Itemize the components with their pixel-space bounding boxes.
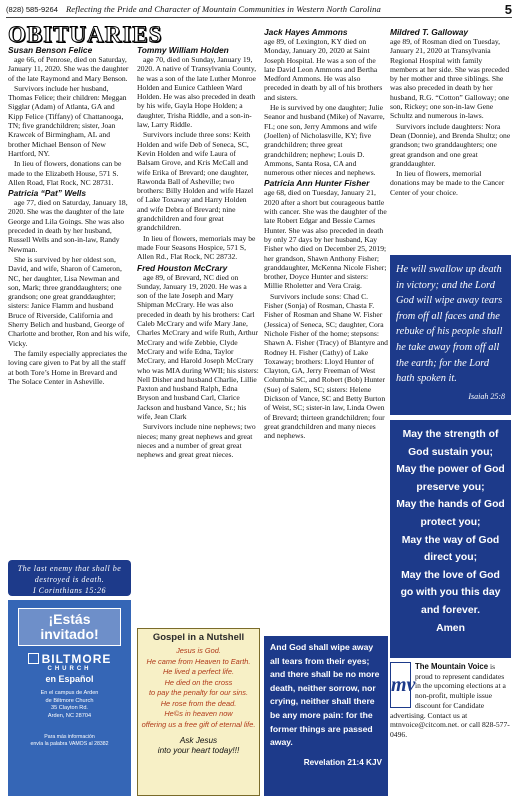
verse-text: The last enemy that shall be destroyed is death. — [17, 564, 122, 584]
nutshell-title: Gospel in a Nutshell — [152, 632, 245, 643]
section-title: OBITUARIES — [8, 22, 163, 47]
nutshell-line: to pay the penalty for our sins. — [148, 688, 248, 697]
obituary-paragraph: Survivors include daughters: Nora Dean (Donnie), and Brenda Shultz; one grandson; two granddaughters; one great grandson and one great granddaughter. — [390, 121, 511, 168]
revelation-text: And God shall wipe away all tears from their eyes; and there shall be no more death, neither sorrow, nor crying, neither shall there be any more pain: for the former things are passed away. — [270, 642, 380, 748]
nutshell-line: Jesus is God. — [176, 646, 221, 655]
biltmore-church-ad[interactable] — [8, 600, 131, 796]
obituary-paragraph: Survivors include nine nephews; two nieces; many great nephews and great nieces and a number of great great nephews and great great nieces. — [137, 422, 256, 460]
obituary-paragraph: Survivors include sons: Chad C. Fisher (Sonja) of Rosman, Chasta F. Fisher of Rosman and Shane W. Fisher (Jessica) of Seneca, SC; daughter, Cora Nichole Fisher of the home; stepsons: Shawn A. Fisher (Tracy) of Blantyre and Rodney H. Fisher (Cathy) of Lake Toxaway; brothers: Lloyd Hunter of Clayton, GA, Jerry Freeman of West Columbia SC, and Robert (Bob) Hunter (Sue) of Salem, SC; sisters: Helene Dickson of Vance, SC and Betty Burton of Weist, SC; sister-in law, Linda Owen of Brevard; thirteen grandchildren; four great grandchildren and many nieces and nephews. — [264, 291, 388, 441]
obituary-name: Susan Benson Felice — [8, 45, 93, 55]
nutshell-line: He©s in heaven now — [164, 709, 233, 718]
revelation-verse-box — [264, 636, 388, 796]
obituary-paragraph: Survivors include her husband, Thomas Felice; their children: Meggan Sigglar (Adam) of Atlanta, GA and Kipp Felice (Tiffany) of Chattanooga, TN; five grandchildren; sister, Joan Krawcek of Birmingham, AL and brother Michael Benson of New Hartford, NY. — [8, 83, 127, 158]
page-number: 5 — [504, 1, 512, 17]
mountain-voice-title: The Mountain Voice — [415, 662, 489, 671]
obituary-name: Patricia Ann Hunter Fisher — [264, 178, 370, 189]
obituary-column-3 — [264, 26, 388, 634]
header-tagline: Reflecting the Pride and Character of Mountain Communities in Western North Carolina — [65, 4, 381, 14]
obituary-paragraph: Survivors include three sons: Keith Holden and wife Deb of Seneca, SC, Kevin Holden and wife Laura of Balsam Grove, and Kris McCall and wife Erika of Brevard; one daughter, Rawonda Ball of Asheville; two brothers: Billy Holden and wife Hazel of Lake Toxaway and Harry Holden and wife Debra of Brevard; nine grandchildren and four great grandchildren. — [137, 130, 254, 233]
obituary-name: Fred Houston McCrary — [137, 262, 228, 273]
ad-footer-2: envía la palabra VAMOS al 28382 — [30, 741, 109, 748]
isaiah-text: He will swallow up death in victory; and the Lord God will wipe away tears from off all faces and the rebuke of his people shall he take away from off all the earth; for the Lord hath spoken it. — [396, 264, 503, 385]
obituary-paragraph: age 66, of Penrose, died on Saturday, January 11, 2020. She was the daughter of the late Raymond and Mary Benson. — [8, 55, 129, 83]
mountain-voice-notice — [390, 662, 511, 796]
blessing-line: May the hands of God protect you; — [396, 499, 505, 528]
obituary-paragraph: In lieu of flowers, memorials may be made Four Seasons Hospice, 571 S, Allen Rd., Flat Rock, NC 28732. — [137, 233, 256, 262]
nutshell-line: He came from Heaven to Earth. — [146, 656, 251, 666]
obituary-name: Patricia “Pat” Wells — [8, 188, 87, 199]
ad-footer-1: Para más información — [44, 734, 95, 741]
blessing-line: May the love of God go with you this day and forever. — [400, 569, 501, 616]
nutshell-line: offering us a free gift of eternal life. — [141, 719, 256, 729]
nutshell-line: He died on the cross — [164, 677, 233, 687]
corinthians-verse-box — [8, 560, 131, 596]
obituary-paragraph: The family especially appreciates the loving care given to Pat by all the staff at both Tore’s Home in Brevard and The Solace Center in Asheville. — [8, 348, 128, 386]
ad-spanish-label: en Español — [45, 674, 94, 684]
blessing-box — [390, 420, 511, 658]
obituary-name: Jack Hayes Ammons — [264, 27, 348, 37]
obituary-name: Mildred T. Galloway — [390, 27, 469, 37]
nutshell-line: He rose from the dead. — [160, 698, 237, 708]
nutshell-closing-2: into your heart today!!! — [157, 746, 240, 755]
header-phone: (828) 585-9264 — [6, 4, 58, 14]
page-header — [6, 2, 512, 16]
ad-line-2: de Biltmore Church — [45, 697, 94, 704]
mountain-voice-logo-icon: mv — [390, 662, 411, 708]
obituary-paragraph: age 77, died on Saturday, January 18, 2020. She was the daughter of the late George and Lila Goings. She was also preceded in death by her husband, Russell Wells and son-in-law, Randy Newman. — [8, 198, 128, 254]
obituary-column-2 — [137, 44, 259, 624]
obituary-paragraph: age 89, of Brevard, NC died on Sunday, January 19, 2020. He was a son of the late Joseph and Mary Shipman McCrary. He was also preceded in death by his brothers: Carl Caleb McCrary and wife Mary Jane, Charles McCrary and wife Ruth, Arthur McCrary and wife Zebbie, Clyde McCrary and wife Edna, Taylor McCrary, and Harold Joseph McCrary who was MIA during WWII; his sisters: Nell Disher and husband Charlie, Lillie Paxton and husband Ralph, Edna Bryson and husband Carl, Clarice Jackson and husband Vance, Sr.; his wife, Jean Clark — [137, 272, 259, 421]
obituary-paragraph: age 70, died on Sunday, January 19, 2020. A native of Transylvania County, he was a son of the late Luther Monroe Holden and Eunice Cathleen Ward Holden. He was also preceded in death by his wife, Gayla Hope Holden; a daughter, Trisha Riddle, and a son-in-law, Larry Riddle. — [137, 55, 257, 130]
isaiah-reference: Isaiah 25:8 — [468, 391, 505, 401]
isaiah-verse-box — [390, 255, 511, 415]
ad-line-4: Arden, NC 28704 — [47, 712, 92, 719]
blessing-line: Amen — [436, 622, 465, 634]
gospel-nutshell-box — [137, 628, 260, 796]
nutshell-closing — [141, 736, 256, 756]
blessing-line: May the way of God direct you; — [401, 534, 500, 564]
church-logo-icon — [28, 653, 39, 664]
nutshell-line: He lived a perfect life. — [162, 667, 235, 676]
nutshell-lines — [141, 646, 256, 730]
obituary-paragraph: age 89, of Lexington, KY died on Monday, January 20, 2020 at Saint Joseph Hospital. He was a son of the late David Leon Ammons and Bertha Medford Ammons. He was also preceded in death by all of his brothers and sisters. — [264, 37, 383, 102]
obituary-column-1 — [8, 44, 130, 559]
ad-line-1: En el campus de Arden — [40, 690, 99, 696]
obituary-paragraph: In lieu of flowers, donations can be made to the Elizabeth House, 571 S. Allen Road, Flat Rock, NC 28731. — [8, 159, 122, 187]
church-logo-text: BILTMORE — [41, 652, 112, 666]
nutshell-closing-1: Ask Jesus — [179, 736, 218, 745]
obituary-paragraph: He is survived by one daughter; Julie Seanor and husband (Mike) of Navarre, FL; one son, Jerry Ammons and wife (Joellen) of Nicholasville, KY; five grandchildren; three great grandchildren; nephew; Louis D. Ammons, Santa Rosa, CA and numerous other nieces and nephews. — [264, 103, 385, 178]
mountain-voice-text: is proud to represent candidates in the upcoming elections at a non-profit, multiple issue discount for Candidate advertising. Contact us at mtnvoice@citcom.net. or call 828-577-0496. — [390, 662, 510, 739]
obituary-name: Tommy William Holden — [137, 45, 229, 55]
church-logo — [12, 652, 127, 672]
blessing-line: May the power of God preserve you; — [396, 464, 505, 493]
church-logo-sub: CHURCH — [47, 666, 92, 672]
obituary-paragraph: age 68, died on Tuesday, January 21, 2020 after a short but courageous battle with cancer. She was the daughter of the late Robert Edgar and Bessie Carnes Hunter. She was also preceded in death by only 27 days by her husband, Kay Fisher who died on December 25, 2019; her grandson, Shawn Anthony Fisher; granddaughter, McKenna Nicole Fisher; brother, Doyce Hunter and sisters: Millie Rholetter and Vera Craig. — [264, 188, 387, 291]
revelation-reference: Revelation 21:4 KJV — [303, 757, 382, 767]
ad-headline: ¡Estás invitado! — [18, 608, 121, 646]
obituary-paragraph: age 89, of Rosman died on Tuesday, January 21, 2020 at Transylvania Regional Hospital with family members at her side. She was preceded by her mother and three siblings. She was also preceded in death by her husband, R.G. “Cotton” Galloway; one son, Rickey; one son-in-law Gene Schultz and numerous in-laws. — [390, 37, 510, 121]
ad-line-3: 35 Clayton Rd. — [50, 705, 88, 712]
verse-reference: I Corinthians 15:26 — [32, 586, 107, 595]
obituary-paragraph: She is survived by her oldest son, David, and wife, Sharon of Cameron, NC, her daughter, Lisa Newman and son, Mark; three granddaughters; one grandson; one great granddaughter; sisters: Janice Flamm and husband Bruce of Riverside, California and Sherry Belich and husband, George of Charlotte and brother, Ron and his wife, Vicky. — [8, 254, 130, 348]
obituary-paragraph: In lieu of flowers, memorial donations may be made to the Cancer Center of your choice. — [390, 169, 505, 197]
header-rule — [6, 17, 512, 18]
blessing-line: May the strength of God sustain you; — [402, 429, 499, 458]
obituary-column-4 — [390, 26, 511, 266]
